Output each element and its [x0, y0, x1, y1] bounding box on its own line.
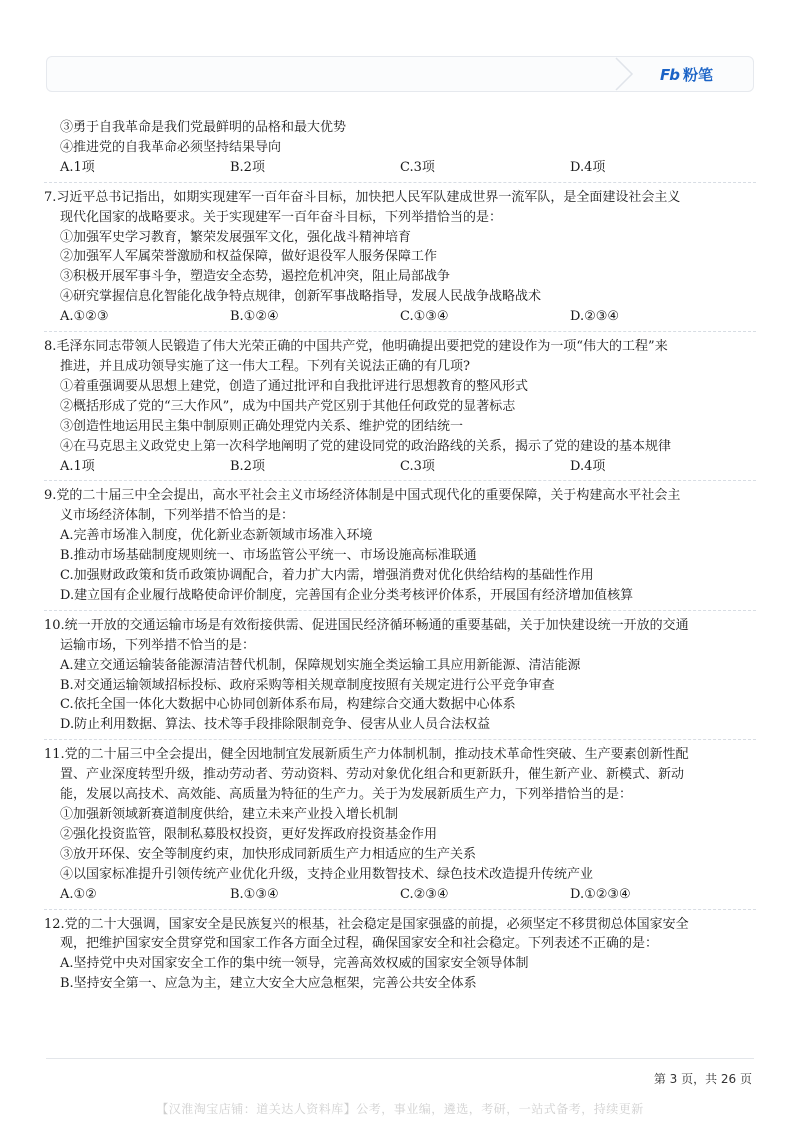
answer-choice: A.坚持党中央对国家安全工作的集中统一领导，完善高效权威的国家安全领导体制 [60, 956, 529, 972]
page-header-bar [46, 56, 754, 92]
option: D.①②③④ [570, 886, 631, 902]
question-stem: 观，把维护国家安全贯穿党和国家工作各方面全过程，确保国家安全和社会稳定。下列表述不正确的是： [60, 936, 659, 952]
option: B.①③④ [230, 886, 279, 902]
list-item: ④推进党的自我革命必须坚持结果导向 [60, 139, 282, 155]
question-stem: 8.毛泽东同志带领人民锻造了伟大光荣正确的中国共产党，他明确提出要把党的建设作为一项“伟大的工程”来 [44, 339, 668, 355]
answer-options [44, 457, 756, 477]
option: B.①②④ [230, 309, 279, 325]
option: C.3项 [400, 159, 435, 175]
question-stem: 9.党的二十届三中全会提出，高水平社会主义市场经济体制是中国式现代化的重要保障，关于构建高水平社会主 [44, 488, 681, 504]
question-stem: 置、产业深度转型升级，推动劳动者、劳动资料、劳动对象优化组合和更新跃升，催生新产业、新模式、新动 [60, 767, 685, 783]
question-stem: 推进，并且成功领导实施了这一伟大工程。下列有关说法正确的有几项? [60, 358, 470, 374]
divider [44, 182, 756, 184]
answer-choice: C.依托全国一体化大数据中心协同创新体系布局，构建综合交通大数据中心体系 [60, 697, 516, 713]
question-stem: 运输市场，下列举措不恰当的是： [60, 637, 256, 653]
list-item: ①加强新领域新赛道制度供给，建立未来产业投入增长机制 [60, 807, 399, 822]
list-item: ③勇于自我革命是我们党最鲜明的品格和最大优势 [60, 120, 347, 135]
option: D.②③④ [570, 309, 620, 325]
option: C.3项 [400, 458, 435, 474]
question-stem: 现代化国家的战略要求。关于实现建军一百年奋斗目标，下列举措恰当的是： [60, 209, 503, 225]
answer-choice: C.加强财政政策和货币政策协调配合，着力扩大内需，增强消费对优化供给结构的基础性作用 [60, 568, 594, 584]
question-stem: 12.党的二十大强调，国家安全是民族复兴的根基，社会稳定是国家强盛的前提，必须坚定不移贯彻总体国家安全 [44, 916, 689, 932]
divider [44, 480, 756, 482]
logo-mark: Fb [660, 65, 679, 84]
option: A.1项 [60, 458, 95, 474]
divider [44, 909, 756, 911]
option: B.2项 [230, 458, 265, 474]
answer-choice: B.对交通运输领域招标投标、政府采购等相关规章制度按照有关规定进行公平竞争审查 [60, 677, 555, 693]
answer-options [44, 158, 756, 178]
page-number: 第 3 页，共 26 页 [653, 1072, 752, 1086]
footer-divider [46, 1058, 754, 1059]
answer-choice: A.建立交通运输装备能源清洁替代机制，保障规划实施全类运输工具应用新能源、清洁能源 [60, 657, 581, 673]
answer-options [44, 885, 756, 905]
question-content [44, 118, 756, 994]
answer-choice: D.防止利用数据、算法、技术等手段排除限制竞争、侵害从业人员合法权益 [60, 717, 491, 733]
question-stem: 10.统一开放的交通运输市场是有效衔接供需、促进国民经济循环畅通的重要基础，关于加快建设统一开放的交通 [44, 617, 689, 633]
option: A.①② [60, 886, 97, 902]
fenbi-logo [660, 64, 713, 85]
logo-text: 粉笔 [682, 66, 713, 84]
list-item: ①着重强调要从思想上建党，创造了通过批评和自我批评进行思想教育的整风形式 [60, 378, 529, 394]
divider [44, 739, 756, 741]
divider [44, 610, 756, 612]
list-item: ②加强军人军属荣誉激励和权益保障，做好退役军人服务保障工作 [60, 249, 438, 265]
option: D.4项 [570, 458, 606, 474]
list-item: ④在马克思主义政党史上第一次科学地阐明了党的建设同党的政治路线的关系，揭示了党的建设的基本规律 [60, 438, 672, 454]
option: C.①③④ [400, 309, 449, 325]
list-item: ③积极开展军事斗争，塑造安全态势，遏控危机冲突，阻止局部战争 [60, 269, 451, 285]
chevron-right-icon [612, 56, 636, 92]
option: D.4项 [570, 159, 606, 175]
answer-choice: A.完善市场准入制度，优化新业态新领域市场准入环境 [60, 528, 373, 544]
answer-options [44, 307, 756, 327]
list-item: ②概括形成了党的“三大作风”，成为中国共产党区别于其他任何政党的显著标志 [60, 398, 516, 414]
option: A.1项 [60, 159, 95, 175]
answer-choice: B.推动市场基础制度规则统一、市场监管公平统一、市场设施高标准联通 [60, 548, 477, 564]
question-stem: 7.习近平总书记指出，如期实现建军一百年奋斗目标，加快把人民军队建成世界一流军队，是全面建设社会主义 [44, 189, 681, 205]
list-item: ③创造性地运用民主集中制原则正确处理党内关系、维护党的团结统一 [60, 418, 464, 434]
answer-choice: B.坚持安全第一、应急为主，建立大安全大应急框架，完善公共安全体系 [60, 976, 477, 992]
answer-choice: D.建立国有企业履行战略使命评价制度，完善国有企业分类考核评价体系，开展国有经济增加值核算 [60, 587, 634, 603]
watermark-text: 【汉淮淘宝店铺：道关达人资料库】公考，事业编，遴选，考研，一站式备考，持续更新 [156, 1102, 644, 1116]
question-stem: 11.党的二十届三中全会提出，健全因地制宜发展新质生产力体制机制，推动技术革命性突破、生产要素创新性配 [44, 747, 689, 763]
question-stem: 义市场经济体制，下列举措不恰当的是： [60, 508, 295, 524]
list-item: ①加强军史学习教育，繁荣发展强军文化，强化战斗精神培育 [60, 229, 412, 245]
divider [44, 331, 756, 333]
list-item: ②强化投资监管，限制私募股权投资，更好发挥政府投资基金作用 [60, 826, 438, 842]
option: B.2项 [230, 159, 265, 175]
list-item: ④研究掌握信息化智能化战争特点规律，创新军事战略指导，发展人民战争战略战术 [60, 289, 542, 305]
list-item: ③放开环保、安全等制度约束，加快形成同新质生产力相适应的生产关系 [60, 846, 477, 862]
option: C.②③④ [400, 886, 449, 902]
list-item: ④以国家标准提升引领传统产业优化升级，支持企业用数智技术、绿色技术改造提升传统产业 [60, 866, 594, 882]
option: A.①②③ [60, 309, 109, 325]
question-stem: 能，发展以高技术、高效能、高质量为特征的生产力。关于为发展新质生产力，下列举措恰当的是： [60, 787, 633, 803]
